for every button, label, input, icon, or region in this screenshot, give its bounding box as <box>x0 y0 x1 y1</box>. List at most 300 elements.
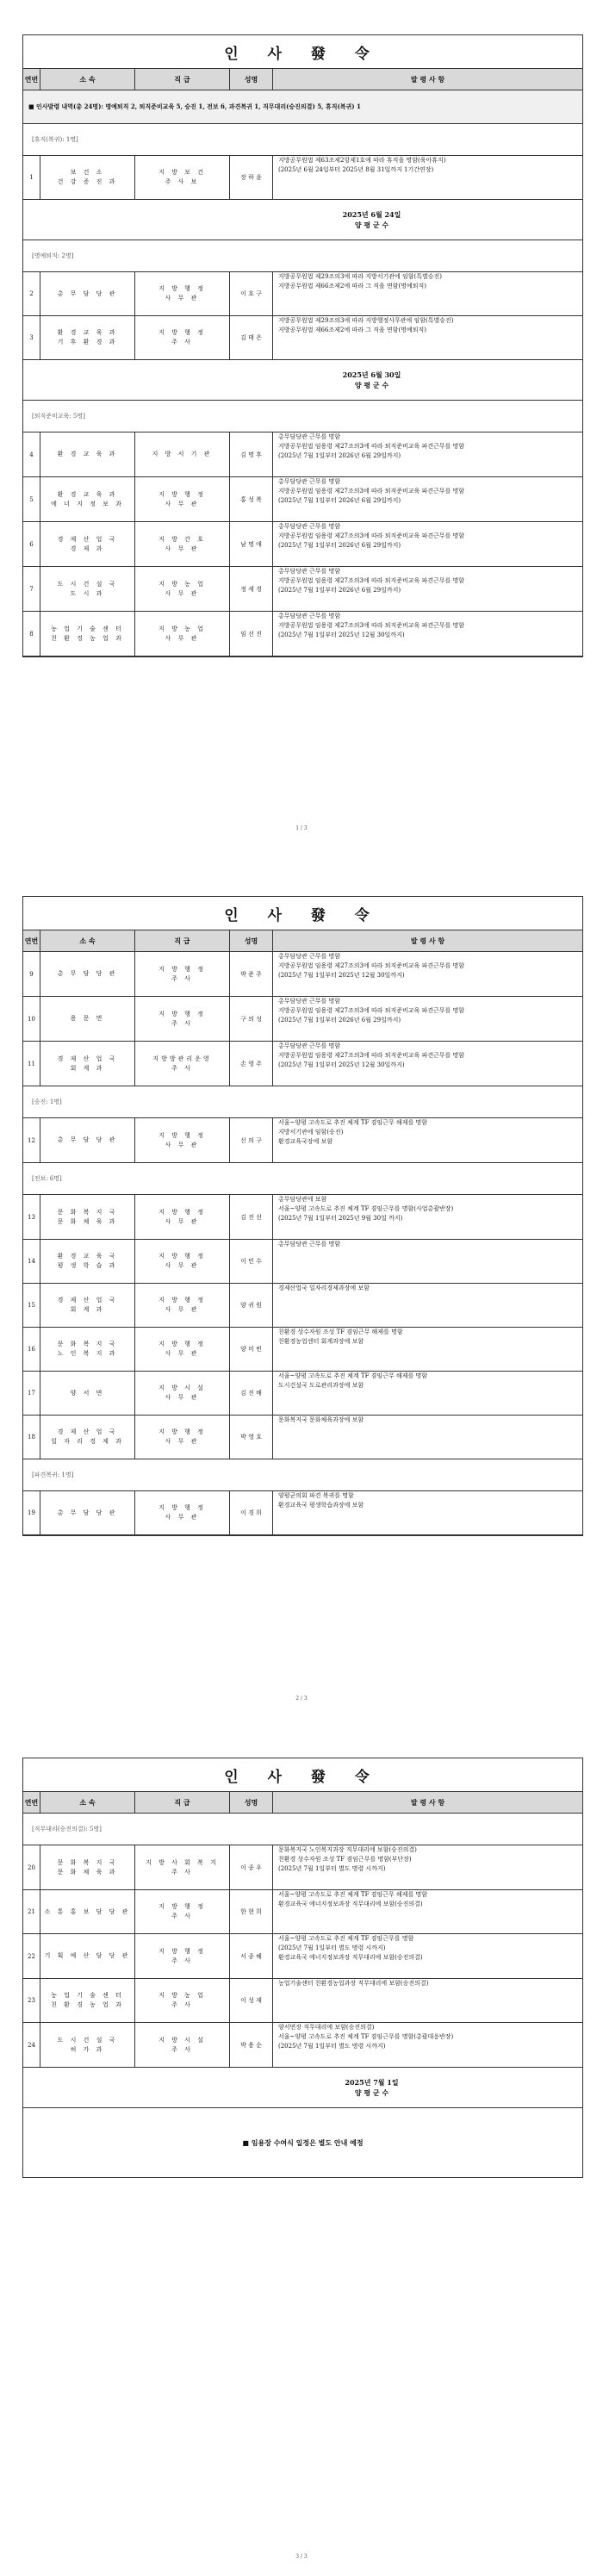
cell-rank <box>135 1118 230 1162</box>
rank-line: 지 방 행 정 <box>159 1297 206 1304</box>
date-block <box>23 2068 582 2108</box>
content-line: 총무담당관 근무를 명함 <box>278 568 341 575</box>
cell-rank <box>135 2023 230 2067</box>
rank-line: 주 사 <box>171 2001 193 2008</box>
content-line: (2025년 7월 1일부터 별도 명령 시까지) <box>278 1944 386 1951</box>
content-line: 총무담당관 근무를 명함 <box>278 478 341 485</box>
rank-line: 주 사 <box>171 1019 193 1027</box>
cell-content <box>273 1372 582 1415</box>
rank-line: 주 사 <box>171 974 193 982</box>
cell-content <box>273 432 582 476</box>
dept-line: 회 계 과 <box>70 1306 105 1313</box>
table-row <box>23 156 582 200</box>
cell-name: 김 명 후 <box>230 432 273 476</box>
rank-line: 지 방 행 정 <box>159 490 206 498</box>
cell-content <box>273 612 582 656</box>
cell-content <box>273 1195 582 1239</box>
header-name: 성명 <box>230 930 273 951</box>
rank-line: 지 방 시 설 <box>159 1384 206 1391</box>
cell-dept <box>40 1240 135 1283</box>
rank-line: 주 사 <box>171 1913 193 1920</box>
cell-content <box>273 1845 582 1889</box>
content-line: 총무담당관에 보함 <box>278 1196 327 1203</box>
table-row <box>23 522 582 567</box>
table-row <box>23 1491 582 1535</box>
rank-line: 지 방 시 설 <box>159 2036 206 2044</box>
rank-line: 사 무 관 <box>165 295 200 302</box>
dept-line: 일 자 리 경 제 과 <box>51 1438 124 1445</box>
rank-line: 지 방 행 정 <box>159 329 206 336</box>
dept-line: 총 무 담 당 관 <box>57 1136 118 1143</box>
rank-line: 사 무 관 <box>165 1438 200 1445</box>
table-row <box>23 1416 582 1459</box>
table-row <box>23 316 582 360</box>
cell-no: 19 <box>23 1491 40 1534</box>
dept-line: 경 제 산 업 국 <box>57 535 118 543</box>
dept-line: 경 제 산 업 국 <box>57 1428 118 1435</box>
cell-content <box>273 1118 582 1162</box>
cell-dept <box>40 477 135 521</box>
content-line: 총무담당관 근무를 명함 <box>278 1042 341 1049</box>
rank-line: 지 방 간 호 <box>159 535 206 543</box>
cell-rank <box>135 1491 230 1534</box>
content-line: (2025년 7월 1일부터 2026년 6월 29일까지) <box>278 497 401 504</box>
section-label: [파견복귀: 1명] <box>23 1459 582 1491</box>
cell-no: 3 <box>23 316 40 359</box>
dept-line: 환 경 교 육 과 <box>57 329 118 336</box>
cell-no: 22 <box>23 1934 40 1978</box>
content-line: 총무담당관 근무를 명함 <box>278 998 341 1005</box>
dept-line: 보 건 소 <box>70 169 105 176</box>
dept-line: 도 시 과 <box>70 589 105 597</box>
rank-line: 사 무 관 <box>165 1262 200 1269</box>
rank-line: 사 무 관 <box>165 1350 200 1357</box>
rank-line: 지 방 행 정 <box>159 1903 206 1910</box>
header-content: 발 령 사 항 <box>410 74 445 84</box>
table-row <box>23 1328 582 1372</box>
date-line: 2025년 6월 30일 <box>342 370 401 379</box>
cell-dept <box>40 432 135 476</box>
rank-line: 지 방 농 업 <box>159 625 206 632</box>
rank-line: 지 방 서 기 관 <box>152 451 213 457</box>
table-row <box>23 272 582 316</box>
cell-name: 김 태 은 <box>230 316 273 359</box>
dept-line: 문 화 체 육 과 <box>57 1868 118 1876</box>
rank-line: 주 사 <box>171 1957 193 1964</box>
dept-line: 총 무 담 당 관 <box>57 1509 118 1516</box>
dept-line: 문 화 복 지 국 <box>57 1858 118 1866</box>
cell-name: 서 종 혜 <box>230 1934 273 1978</box>
rank-line: 지 방 보 건 <box>159 169 206 176</box>
content-line: 총무담당관 근무를 명함 <box>278 433 341 440</box>
dept-line: 노 인 복 지 과 <box>57 1350 118 1357</box>
dept-line: 기 후 환 경 과 <box>57 339 118 345</box>
cell-name: 한 현 희 <box>230 1890 273 1933</box>
cell-content <box>273 1240 582 1283</box>
cell-content <box>273 1284 582 1327</box>
cell-content <box>273 156 582 199</box>
dept-line: 문 화 복 지 국 <box>57 1208 118 1216</box>
content-line: 총무담당관 근무를 명함 <box>278 953 341 960</box>
cell-name: 양 귀 원 <box>230 1284 273 1327</box>
cell-name: 임 선 진 <box>230 612 273 656</box>
content-line: 지방공무원법 임용령 제27조의3에 따라 퇴직준비교육 파견근무를 명함 <box>278 532 465 539</box>
header-dept: 소 속 <box>40 930 135 951</box>
header-content: 발 령 사 항 <box>410 1797 445 1807</box>
content-line: 서울~양평 고속도로 추진 체계 TF 겸임근무를 명함 <box>278 1935 414 1942</box>
cell-rank <box>135 1934 230 1978</box>
dept-line: 총 무 담 당 관 <box>57 289 118 297</box>
table-row <box>23 1195 582 1240</box>
cell-rank <box>135 1890 230 1933</box>
cell-rank <box>135 1042 230 1086</box>
content-line: 지방서기관에 임함(승진) <box>278 1129 344 1136</box>
content-line: 총무담당관 근무를 명함 <box>278 613 341 619</box>
cell-no: 24 <box>23 2023 40 2067</box>
cell-content <box>273 522 582 566</box>
dept-line: 문 화 체 육 과 <box>57 1217 118 1225</box>
document-page <box>22 896 583 1536</box>
table-row <box>23 567 582 612</box>
dept-line: 경 제 산 업 국 <box>57 1055 118 1062</box>
cell-dept <box>40 1372 135 1415</box>
cell-name: 홍 성 복 <box>230 477 273 521</box>
cell-name: 장 하 윤 <box>230 156 273 199</box>
cell-name: 이 민 수 <box>230 1240 273 1283</box>
dept-line: 건 강 증 진 과 <box>57 178 118 185</box>
cell-dept <box>40 1491 135 1534</box>
dept-line: 총 무 담 당 관 <box>57 970 118 977</box>
cell-rank <box>135 1195 230 1239</box>
document-page <box>22 34 583 657</box>
cell-rank <box>135 522 230 566</box>
content-line: 도시건설국 도로관리과장에 보함 <box>278 1382 364 1389</box>
header-no: 연번 <box>23 1792 40 1813</box>
cell-dept <box>40 1328 135 1371</box>
content-line: 지방공무원법 제66조제2에 따라 그 직을 면함(명예퇴직) <box>278 327 426 333</box>
date-line: 양 평 군 수 <box>354 221 389 229</box>
cell-name: 박 준 주 <box>230 952 273 996</box>
dept-line: 도 시 건 설 국 <box>57 580 118 588</box>
cell-content <box>273 1042 582 1086</box>
content-line: 서울~양평 고속도로 추진 체계 TF 겸임근무를 명함(총괄대응반장) <box>278 2033 454 2040</box>
rank-line: 사 무 관 <box>165 1514 200 1521</box>
rank-line: 지 방 행 정 <box>159 1253 206 1260</box>
page-title: 인 사 發 令 <box>23 897 582 930</box>
content-line: 환경교육국 평생학습과장에 보함 <box>278 1502 364 1509</box>
content-line: 서울~양평 고속도로 추진 체계 TF 겸임근무 해제를 명함 <box>278 1372 427 1379</box>
content-line: (2025년 7월 1일부터 2025년 12월 30일까지) <box>278 632 405 638</box>
content-line: 지방공무원법 제63조제2항제1호에 따라 휴직을 명함(육아휴직) <box>278 157 446 164</box>
cell-name: 김 진 선 <box>230 1195 273 1239</box>
rank-line: 지 방 사 회 복 지 <box>146 1858 219 1866</box>
cell-rank <box>135 432 230 476</box>
cell-dept <box>40 1934 135 1978</box>
rank-line: 사 무 관 <box>165 1306 200 1313</box>
cell-no: 23 <box>23 1979 40 2022</box>
header-rank: 직 급 <box>135 930 230 951</box>
cell-no: 10 <box>23 997 40 1041</box>
cell-content <box>273 272 582 315</box>
rank-line: 주 사 <box>171 1064 193 1072</box>
content-line: 지방공무원법 임용령 제27조의3에 따라 퇴직준비교육 파견근무를 명함 <box>278 488 465 495</box>
section-label: [전보: 6명] <box>23 1163 582 1195</box>
notice-line: ■ 임용장 수여식 일정은 별도 안내 예정 <box>242 2137 364 2147</box>
rank-line: 사 무 관 <box>165 544 200 552</box>
rank-line: 지 방 행 정 <box>159 1208 206 1216</box>
content-line: (2025년 6월 24일부터 2025년 8월 31일까지 1기간연장) <box>278 166 434 173</box>
table-header <box>23 930 582 952</box>
dept-line: 친 환 경 농 업 과 <box>51 2001 124 2008</box>
rank-line: 지 방 행 정 <box>159 1010 206 1017</box>
cell-dept <box>40 522 135 566</box>
rank-line: 지방방관리운영 <box>152 1055 212 1062</box>
cell-rank <box>135 997 230 1041</box>
table-row <box>23 1934 582 1979</box>
rank-line: 주 사 <box>171 339 193 345</box>
rank-line: 지 방 농 업 <box>159 1992 206 1999</box>
table-header <box>23 1792 582 1814</box>
content-line: 친환경 상수자원 조성 TF 겸임근무 해제를 명함 <box>278 1328 403 1335</box>
cell-rank <box>135 272 230 315</box>
table-row <box>23 997 582 1042</box>
content-line: 환경교육국장에 보함 <box>278 1138 333 1145</box>
cell-dept <box>40 272 135 315</box>
rank-line: 지 방 행 정 <box>159 1504 206 1511</box>
date-line: 2025년 7월 1일 <box>345 2078 399 2087</box>
table-row <box>23 1845 582 1890</box>
content-line: (2025년 7월 1일부터 2026년 6월 29일까지) <box>278 452 401 459</box>
cell-name: 남 명 애 <box>230 522 273 566</box>
cell-no: 20 <box>23 1845 40 1889</box>
page-title: 인 사 發 令 <box>23 1758 582 1792</box>
dept-line: 에 너 지 정 보 과 <box>51 500 124 507</box>
cell-rank <box>135 1328 230 1371</box>
cell-no: 15 <box>23 1284 40 1327</box>
header-name: 성명 <box>230 1792 273 1813</box>
cell-content <box>273 2023 582 2067</box>
content-line: (2025년 7월 1일부터 별도 명령 시까지) <box>278 2043 386 2050</box>
dept-line: 환 경 교 육 과 <box>57 451 118 457</box>
cell-dept <box>40 1284 135 1327</box>
rank-line: 주 사 <box>171 2045 193 2053</box>
cell-content <box>273 1979 582 2022</box>
cell-rank <box>135 1240 230 1283</box>
cell-rank <box>135 1372 230 1415</box>
cell-no: 5 <box>23 477 40 521</box>
cell-no: 9 <box>23 952 40 996</box>
section-label: [명예퇴직: 2명] <box>23 240 582 272</box>
cell-no: 16 <box>23 1328 40 1371</box>
dept-line: 문 화 복 지 국 <box>57 1341 118 1347</box>
header-dept: 소 속 <box>40 69 135 90</box>
content-line: 지방공무원법 제29조의3에 따라 지방서기관에 임함(특별승진) <box>278 273 443 280</box>
section-label: [퇴직준비교육: 5명] <box>23 401 582 432</box>
cell-no: 12 <box>23 1118 40 1162</box>
date-block <box>23 200 582 240</box>
cell-content <box>273 316 582 359</box>
cell-no: 1 <box>23 156 40 199</box>
cell-rank <box>135 156 230 199</box>
cell-rank <box>135 612 230 656</box>
page-number: 3 / 3 <box>295 2554 308 2560</box>
content-line: (2025년 7월 1일부터 2025년 12월 30일까지) <box>278 1061 405 1068</box>
cell-dept <box>40 1416 135 1459</box>
document-page <box>22 1758 583 2178</box>
content-line: (2025년 7월 1일부터 2025년 9월 30일 까지) <box>278 1215 403 1222</box>
rank-line: 지 방 행 정 <box>159 1341 206 1347</box>
content-line: 서울~양평 고속도로 추진 체계 TF 겸임근무 해제를 명함 <box>278 1119 427 1126</box>
content-line: 서울~양평 고속도로 추진 체계 TF 겸임근무를 명함(사업총괄반장) <box>278 1205 454 1212</box>
cell-dept <box>40 1118 135 1162</box>
cell-rank <box>135 952 230 996</box>
content-line: 경제산업국 일자리경제과장에 보함 <box>278 1285 370 1291</box>
table-row <box>23 612 582 656</box>
cell-name: 박 용 순 <box>230 2023 273 2067</box>
date-block <box>23 360 582 401</box>
cell-no: 18 <box>23 1416 40 1459</box>
content-line: 문화복지국 문화체육과장에 보함 <box>278 1416 364 1423</box>
cell-dept <box>40 156 135 199</box>
dept-line: 환 경 교 육 과 <box>57 490 118 498</box>
header-content: 발 령 사 항 <box>410 936 445 945</box>
content-line: 지방공무원법 임용령 제27조의3에 따라 퇴직준비교육 파견근무를 명함 <box>278 443 465 450</box>
dept-line: 도 시 건 설 국 <box>57 2036 118 2044</box>
cell-no: 6 <box>23 522 40 566</box>
content-line: (2025년 7월 1일부터 2025년 12월 30일까지) <box>278 972 405 979</box>
rank-line: 사 무 관 <box>165 1394 200 1401</box>
content-line: (2025년 7월 1일부터 별도 명령 시까지) <box>278 1865 386 1872</box>
cell-dept <box>40 1042 135 1086</box>
cell-dept <box>40 1890 135 1933</box>
cell-name: 김 진 배 <box>230 1372 273 1415</box>
page-title: 인 사 發 令 <box>23 35 582 69</box>
cell-name: 이 호 구 <box>230 272 273 315</box>
content-line: (2025년 7월 1일부터 2026년 6월 29일까지) <box>278 587 401 594</box>
rank-line: 지 방 행 정 <box>159 1131 206 1139</box>
cell-name: 박 영 호 <box>230 1416 273 1459</box>
dept-line: 농 업 기 술 센 터 <box>51 1992 124 1999</box>
dept-line: 양 서 면 <box>70 1389 105 1397</box>
cell-content <box>273 997 582 1041</box>
content-line: 환경교육국 에너지정보과장 직무대리에 보함(승진의결) <box>278 1954 423 1961</box>
rank-line: 사 무 관 <box>165 1217 200 1225</box>
content-line: 지방공무원법 임용령 제27조의3에 따라 퇴직준비교육 파견근무를 명함 <box>278 1007 465 1014</box>
section-label: [직무대리(승진의결): 5명] <box>23 1814 582 1845</box>
cell-name: 손 영 주 <box>230 1042 273 1086</box>
cell-dept <box>40 567 135 611</box>
date-line: 2025년 6월 24일 <box>342 210 401 219</box>
section-label: [휴직(복귀): 1명] <box>23 124 582 156</box>
cell-rank <box>135 1979 230 2022</box>
cell-dept <box>40 997 135 1041</box>
header-rank: 직 급 <box>135 1792 230 1813</box>
table-row <box>23 1979 582 2023</box>
cell-content <box>273 1890 582 1933</box>
content-line: 지방공무원법 임용령 제27조의3에 따라 퇴직준비교육 파견근무를 명함 <box>278 622 465 629</box>
table-row <box>23 1372 582 1416</box>
table-row <box>23 1042 582 1086</box>
rank-line: 지 방 행 정 <box>159 1428 206 1435</box>
page-number: 1 / 3 <box>295 825 308 831</box>
cell-name: 이 성 재 <box>230 1979 273 2022</box>
table-row <box>23 1240 582 1284</box>
cell-content <box>273 1491 582 1534</box>
rank-line: 지 방 행 정 <box>159 965 206 973</box>
cell-no: 14 <box>23 1240 40 1283</box>
table-row <box>23 477 582 522</box>
rank-line: 사 무 관 <box>165 634 200 642</box>
header-name: 성명 <box>230 69 273 90</box>
cell-rank <box>135 1845 230 1889</box>
content-line: 지방공무원법 임용령 제27조의3에 따라 퇴직준비교육 파견근무를 명함 <box>278 1052 465 1059</box>
cell-name: 이 종 우 <box>230 1845 273 1889</box>
content-line: 지방공무원법 임용령 제27조의3에 따라 퇴직준비교육 파견근무를 명함 <box>278 577 465 584</box>
section-label: [승진: 1명] <box>23 1086 582 1118</box>
cell-content <box>273 477 582 521</box>
dept-line: 회 계 과 <box>70 1064 105 1072</box>
rank-line: 지 방 행 정 <box>159 1947 206 1955</box>
cell-no: 11 <box>23 1042 40 1086</box>
rank-line: 주 사 보 <box>165 178 200 185</box>
cell-no: 7 <box>23 567 40 611</box>
content-line: 서울~양평 고속도로 추진 체계 TF 겸임근무 해제를 명함 <box>278 1891 427 1898</box>
cell-content <box>273 1934 582 1978</box>
content-line: 농업기술센터 친환경농업과장 직무대리에 보함(승진의결) <box>278 1980 429 1987</box>
cell-dept <box>40 2023 135 2067</box>
cell-no: 21 <box>23 1890 40 1933</box>
dept-line: 소 통 홍 보 담 당 관 <box>44 1907 131 1915</box>
table-row <box>23 952 582 997</box>
header-dept: 소 속 <box>40 1792 135 1813</box>
cell-name: 정 세 경 <box>230 567 273 611</box>
rank-line: 사 무 관 <box>165 1141 200 1148</box>
cell-dept <box>40 1845 135 1889</box>
date-line: 양 평 군 수 <box>354 2088 389 2097</box>
content-line: 친환경 상수자원 조성 TF 겸임근무를 명함(부단장) <box>278 1856 412 1863</box>
dept-line: 환 경 교 육 국 <box>57 1253 118 1260</box>
dept-line: 친 환 경 농 업 과 <box>51 634 124 642</box>
dept-line: 평 생 학 습 과 <box>57 1262 118 1269</box>
table-row <box>23 1118 582 1163</box>
content-line: 지방공무원법 제66조제2에 따라 그 직을 면함(명예퇴직) <box>278 283 426 289</box>
content-line: 지방공무원법 제29조의3에 따라 지방행정사무관에 임함(특별승진) <box>278 317 454 324</box>
content-line: 친환경농업센터 회계과장에 보함 <box>278 1338 364 1345</box>
summary-line: ■ 인사발령 내역(총 24명): 명예퇴직 2, 퇴직준비교육 5, 승진 1, 전보 6, 과견복귀 1, 직무대리(승진의결) 5, 휴직(복귀) 1 <box>23 90 582 124</box>
cell-rank <box>135 1284 230 1327</box>
page-number: 2 / 3 <box>295 1696 308 1702</box>
content-line: 환경교육국 에너지정보과장 직무대리에 보함(승진의결) <box>278 1901 423 1907</box>
table-row <box>23 1284 582 1328</box>
header-no: 연번 <box>23 930 40 951</box>
cell-rank <box>135 1416 230 1459</box>
content-line: (2025년 7월 1일부터 2026년 6월 29일까지) <box>278 1017 401 1024</box>
cell-dept <box>40 316 135 359</box>
cell-content <box>273 567 582 611</box>
dept-line: 허 가 과 <box>70 2045 105 2053</box>
cell-name: 신 의 구 <box>230 1118 273 1162</box>
cell-name: 양 미 빈 <box>230 1328 273 1371</box>
dept-line: 농 업 기 술 센 터 <box>51 625 124 632</box>
dept-line: 경 제 산 업 국 <box>57 1297 118 1304</box>
rank-line: 사 무 관 <box>165 500 200 507</box>
table-row <box>23 432 582 477</box>
cell-content <box>273 1416 582 1459</box>
dept-line: 기 획 예 산 담 당 관 <box>44 1952 131 1959</box>
content-line: 지방공무원법 임용령 제27조의3에 따라 퇴직준비교육 파견근무를 명함 <box>278 962 465 969</box>
cell-rank <box>135 567 230 611</box>
cell-dept <box>40 1195 135 1239</box>
